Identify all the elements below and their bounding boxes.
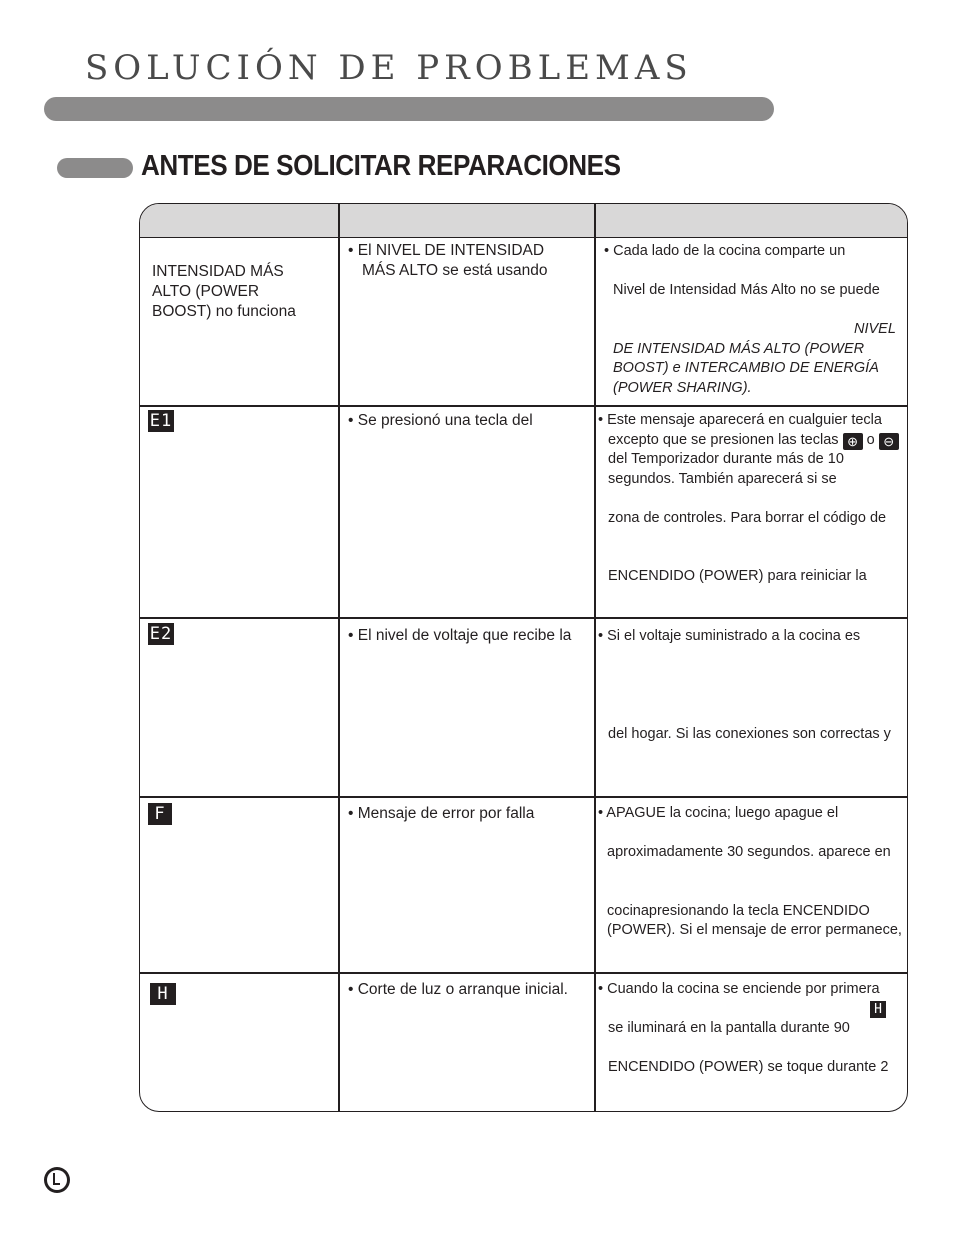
error-code-f-icon: F bbox=[148, 803, 172, 825]
troubleshooting-table bbox=[139, 203, 908, 1112]
plus-key-icon: ⊕ bbox=[843, 433, 863, 450]
solution-line: ENCENDIDO (POWER) se toque durante 2 bbox=[608, 1059, 889, 1075]
column-divider bbox=[594, 204, 596, 1111]
table-row-solution bbox=[598, 980, 888, 1078]
solution-line: del Temporizador durante más de 10 bbox=[608, 451, 844, 467]
problem-line: BOOST) no funciona bbox=[152, 303, 296, 320]
minus-key-icon: ⊖ bbox=[879, 433, 899, 450]
row-divider bbox=[140, 617, 907, 619]
solution-line: • Si el voltaje suministrado a la cocina es bbox=[598, 628, 861, 644]
table-row-solution bbox=[598, 804, 902, 941]
table-row-solution bbox=[604, 242, 896, 398]
page-title: SOLUCIÓN DE PROBLEMAS bbox=[85, 48, 693, 88]
solution-line: • APAGUE la cocina; luego apague el bbox=[598, 805, 839, 821]
error-code-h-icon: H bbox=[150, 983, 176, 1005]
solution-line: o bbox=[866, 431, 875, 448]
row-divider bbox=[140, 405, 907, 407]
solution-line: DE INTENSIDAD MÁS ALTO (POWER bbox=[613, 340, 865, 357]
solution-line: ENCENDIDO (POWER) para reiniciar la bbox=[608, 568, 867, 584]
cause-line: • El NIVEL DE INTENSIDAD bbox=[348, 242, 545, 259]
solution-line: zona de controles. Para borrar el código de bbox=[608, 509, 887, 526]
table-row-cause bbox=[348, 411, 533, 431]
cause-line: MÁS ALTO se está usando bbox=[362, 262, 548, 279]
table-row-cause bbox=[348, 241, 548, 281]
solution-line: (POWER SHARING). bbox=[613, 379, 752, 396]
solution-line: segundos. También aparecerá si se bbox=[608, 470, 837, 487]
solution-line: NIVEL bbox=[854, 321, 896, 337]
solution-line: • Cuando la cocina se enciende por primera bbox=[598, 981, 880, 997]
solution-line: (POWER). Si el mensaje de error permanece, bbox=[607, 922, 902, 938]
title-bar-decoration bbox=[44, 97, 774, 121]
column-divider bbox=[338, 204, 340, 1111]
table-row-cause bbox=[348, 626, 571, 646]
table-row-problem bbox=[152, 262, 296, 322]
solution-line: • Cada lado de la cocina comparte un bbox=[604, 243, 846, 259]
solution-line: del hogar. Si las conexiones son correctas y bbox=[608, 725, 891, 742]
solution-line: excepto que se presionen las teclas bbox=[608, 431, 839, 448]
cause-line: • Mensaje de error por falla bbox=[348, 805, 535, 822]
solution-line: aproximadamente 30 segundos. aparece en bbox=[607, 844, 891, 860]
row-divider bbox=[140, 796, 907, 798]
table-row-cause bbox=[348, 980, 568, 1000]
solution-line: se iluminará en la pantalla durante 90 bbox=[608, 1020, 850, 1036]
solution-line: BOOST) e INTERCAMBIO DE ENERGÍA bbox=[613, 360, 879, 376]
problem-line: ALTO (POWER bbox=[152, 283, 260, 300]
section-heading: ANTES DE SOLICITAR REPARACIONES bbox=[141, 150, 621, 182]
cause-line: • Corte de luz o arranque inicial. bbox=[348, 981, 568, 998]
display-h-icon: H bbox=[870, 1001, 886, 1018]
solution-line: Nivel de Intensidad Más Alto no se puede bbox=[613, 282, 880, 298]
problem-line: INTENSIDAD MÁS bbox=[152, 263, 284, 280]
table-row-cause bbox=[348, 804, 534, 824]
cause-line: • El nivel de voltaje que recibe la bbox=[348, 627, 572, 644]
error-code-e1-icon: E1 bbox=[149, 411, 173, 431]
solution-line: • Este mensaje aparecerá en cualguier tecla bbox=[598, 412, 882, 428]
cause-line: • Se presionó una tecla del bbox=[348, 412, 533, 429]
section-pill-decoration bbox=[57, 158, 133, 178]
row-divider bbox=[140, 972, 907, 974]
lg-logo-icon bbox=[44, 1167, 70, 1193]
table-row-solution bbox=[598, 411, 899, 587]
table-row-solution bbox=[598, 627, 891, 744]
table-header-row bbox=[140, 204, 907, 238]
error-code-e2-icon: E2 bbox=[149, 624, 173, 644]
solution-line: cocinapresionando la tecla ENCENDIDO bbox=[607, 902, 870, 919]
